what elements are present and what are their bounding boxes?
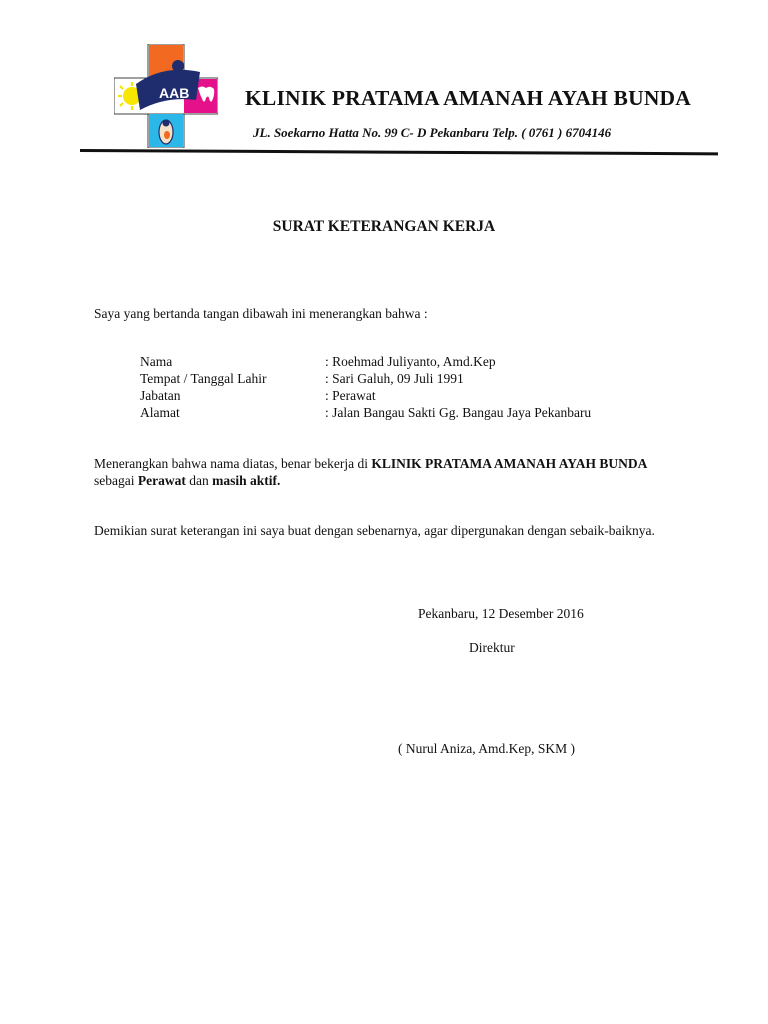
field-value: : Perawat (325, 388, 376, 403)
signature-role: Direktur (469, 640, 515, 655)
closing-paragraph: Demikian surat keterangan ini saya buat dengan sebenarnya, agar dipergunakan dengan sebaik-baiknya. (94, 523, 655, 538)
field-label: Alamat (140, 405, 180, 420)
intro-paragraph: Saya yang bertanda tangan dibawah ini menerangkan bahwa : (94, 306, 428, 321)
field-row-address (140, 404, 591, 421)
statement-position: Perawat (137, 473, 186, 488)
statement-text: dan (185, 473, 213, 488)
mother-child-icon (159, 120, 173, 145)
signature-place-date: Pekanbaru, 12 Desember 2016 (418, 606, 584, 621)
field-label: Jabatan (140, 388, 181, 403)
employee-fields (140, 353, 591, 421)
clinic-name: KLINIK PRATAMA AMANAH AYAH BUNDA (245, 86, 691, 110)
logo-head-icon (172, 60, 184, 72)
field-value: : Roehmad Juliyanto, Amd.Kep (325, 354, 496, 369)
statement-clinic-name: KLINIK PRATAMA AMANAH AYAH BUNDA (371, 456, 648, 471)
logo-text: AAB (159, 85, 190, 101)
document-title: SURAT KETERANGAN KERJA (272, 218, 496, 235)
header-divider (80, 149, 718, 155)
statement-status: masih aktif. (212, 473, 281, 488)
field-row-birth (140, 370, 591, 387)
clinic-address: JL. Soekarno Hatta No. 99 C- D Pekanbaru Telp. ( 0761 ) 6704146 (253, 125, 612, 140)
field-label: Nama (140, 354, 173, 369)
statement-paragraph (94, 455, 676, 489)
signature-name: ( Nurul Aniza, Amd.Kep, SKM ) (398, 741, 575, 756)
field-value: : Jalan Bangau Sakti Gg. Bangau Jaya Pekanbaru (325, 405, 592, 420)
clinic-logo (114, 44, 218, 148)
field-row-name (140, 353, 591, 370)
field-label: Tempat / Tanggal Lahir (140, 371, 267, 386)
statement-text: Menerangkan bahwa nama diatas, benar bekerja di (94, 456, 372, 471)
field-row-position (140, 387, 591, 404)
field-value: : Sari Galuh, 09 Juli 1991 (325, 371, 464, 386)
statement-text: sebagai (94, 473, 138, 488)
